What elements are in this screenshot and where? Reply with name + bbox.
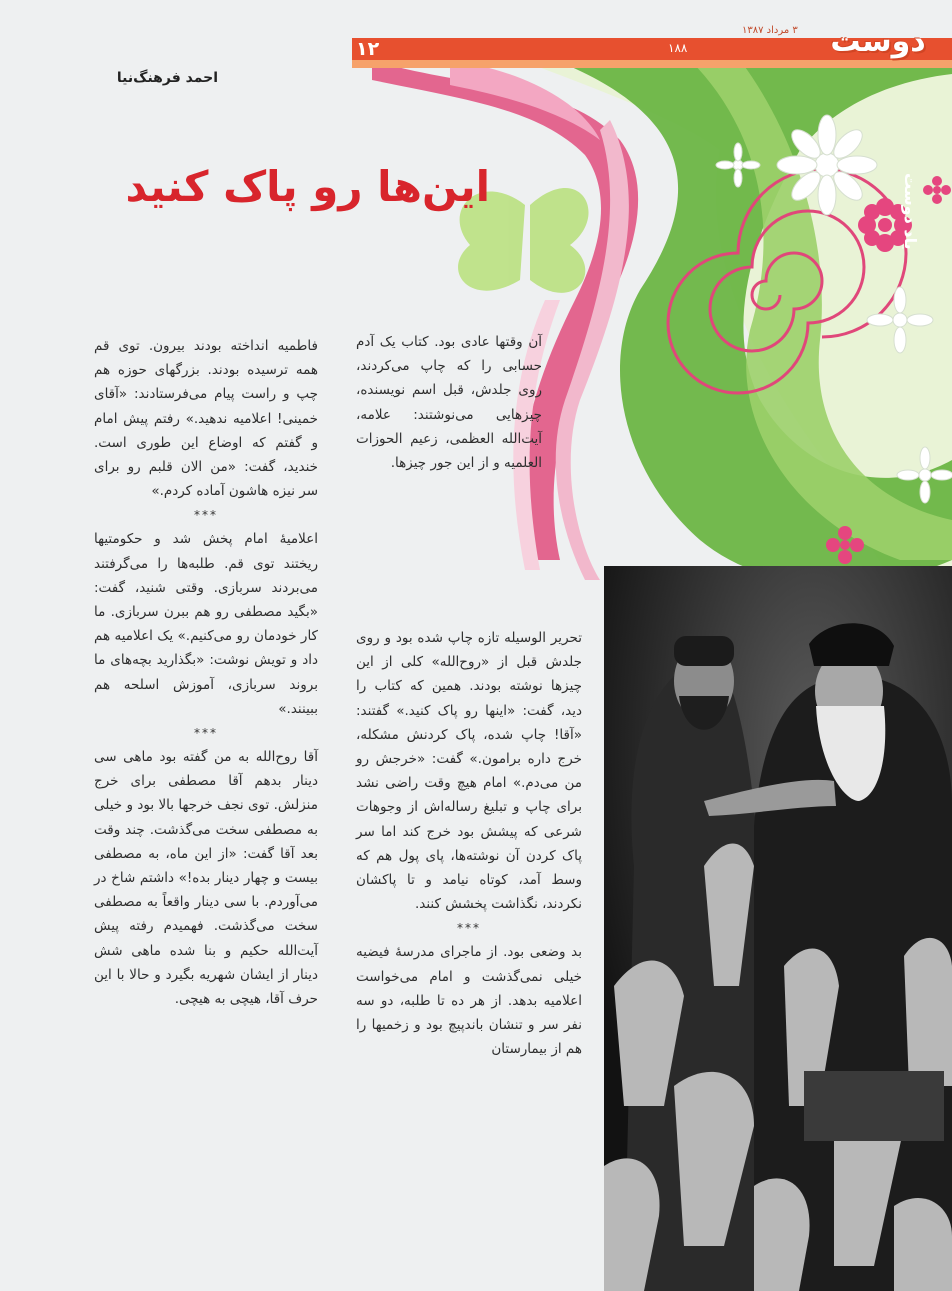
photo-illustration [604,566,952,1291]
text-column-right [356,626,582,1061]
section-label: یاد دوست [901,173,920,250]
page-number: ۱۲ [356,38,380,60]
issue-number: ۱۸۸ [668,41,688,55]
paragraph: آقا روح‌الله به من گفته بود ماهی سی دینار بدهم آقا مصطفی برای خرج منزلش. توی نجف خرجها بالا بود و خیلی به مصطفی سخت می‌گذشت. چند وقت بعد آقا گفت: «از این ماه، به مصطفی بیست و چهار دینار بده!» داشتم شاخ در می‌آوردم. با سی دینار واقعاً به مصطفی سخت می‌گذشت. فهمیدم رفته پیش آیت‌الله حکیم و بنا شده ماهی شش دینار از ایشان شهریه بگیرد و حالا با این حرف آقا، هیچی به هیچی. [94,749,318,1008]
text-column-narrow [356,330,542,475]
paragraph: تحریر الوسیله تازه چاپ شده بود و روی جلدش قبل از «روح‌الله» کلی از این چیزها نوشته بودند. همین که کتاب را دید، گفت: «اینها رو پاک کنید.» گفتند: «آقا! چاپ شده، پاک کردنش مشکله، خرج داره برامون.» گفت: «خرجش رو من می‌دم.» امام هیچ وقت راضی نشد برای چاپ و تبلیغ رساله‌اش از وجوهات شرعی که پیشش بود خرج کند اما سر پاک کردن آن نوشته‌ها، پای پول هم که وسط آمد، کوتاه نیامد و تا پاکشان نکردند، نگذاشت پخشش کنند. [356,630,582,913]
author-name: احمد فرهنگ‌نیا [116,70,218,86]
issue-date: ۳ مرداد ۱۳۸۷ [742,25,798,36]
section-divider: *** [194,508,218,523]
text-column-left [94,334,318,1011]
section-divider: *** [194,726,218,741]
paragraph: فاطمیه انداخته بودند بیرون. توی قم همه ترسیده بودند. بزرگهای حوزه هم چپ و راست پیام می‌فرستادند: «آقای خمینی! اعلامیه ندهید.» رفتم پیش امام و گفتم که اوضاع این طوری است. خندید، گفت: «من الان قلبم رو برای سر نیزه هاشون آماده کردم.» [94,338,318,500]
magazine-logo: دوست [830,24,926,59]
historical-photo [604,566,952,1291]
article-title: این‌ها رو پاک کنید [125,162,490,211]
paragraph: بد وضعی بود. از ماجرای مدرسهٔ فیضیه خیلی نمی‌گذشت و امام می‌خواست اعلامیه بدهد. از هر ده تا طلبه، دو سه نفر سر و تنشان باندپیچ بود و زخمیها را هم از بیمارستان [356,944,582,1058]
section-divider: *** [457,921,481,936]
paragraph: آن وقتها عادی بود. کتاب یک آدم حسابی را که چاپ می‌کردند، روی جلدش، قبل اسم نویسنده، چیزهایی می‌نوشتند: علامه، آیت‌الله العظمی، زعیم الحوزات العلمیه و از این جور چیزها. [356,334,542,472]
paragraph: اعلامیهٔ امام پخش شد و حکومتیها ریختند توی قم. طلبه‌ها را می‌گرفتند می‌بردند سربازی. وقتی شنید، گفت: «بگید مصطفی رو هم ببرن سربازی. ما کار خودمان رو می‌کنیم.» یک اعلامیه هم داد و تویش نوشت: «بگذارید بچه‌های ما بروند سربازی، آموزش اسلحه هم ببینند.» [94,531,318,717]
